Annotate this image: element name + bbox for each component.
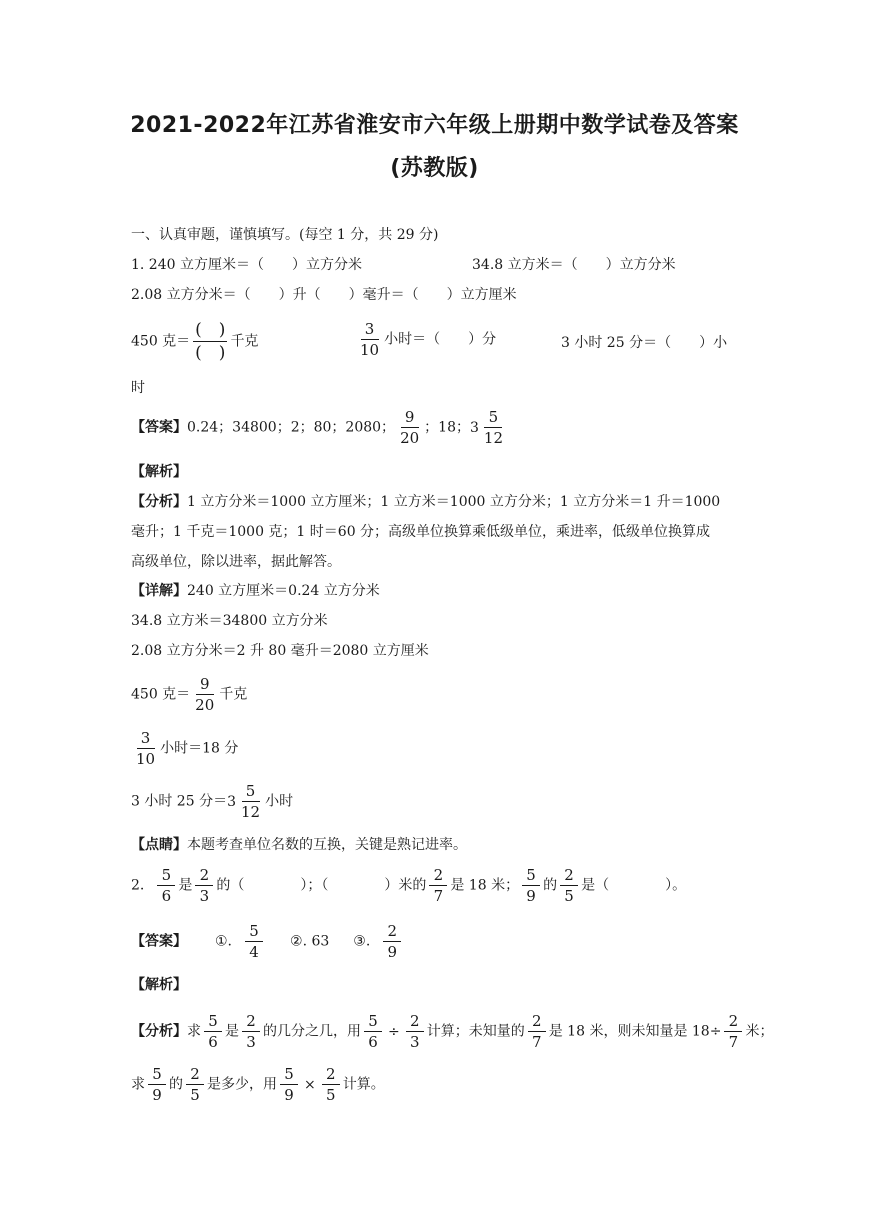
- fraction: [239, 782, 262, 821]
- fraction-5-6: [364, 1012, 382, 1051]
- q1-fenxi-line2: 毫升；1 千克＝1000 克；1 时＝60 分；高级单位换算乘低级单位，乘进率，低级单位换算成: [131, 524, 711, 540]
- fraction-2-7: [724, 1012, 742, 1051]
- fx2-text-a: 求: [131, 1076, 145, 1093]
- q1-detail-5: [131, 729, 238, 768]
- numerator: 2: [322, 1065, 340, 1085]
- blank-fraction: [193, 320, 227, 363]
- mixed-number: [227, 782, 265, 821]
- q1-detail-4: [131, 675, 247, 714]
- numerator: 5: [148, 1065, 166, 1085]
- denominator: 6: [208, 1033, 218, 1051]
- numerator: 5: [484, 408, 502, 428]
- denominator: 7: [728, 1033, 739, 1051]
- q2-text-end: 是（ ）。: [581, 877, 687, 894]
- denominator: 9: [284, 1086, 294, 1104]
- denominator: 9: [152, 1086, 162, 1104]
- q2-fenxi-line1: [131, 1012, 773, 1051]
- answer-1-fraction: [245, 922, 263, 961]
- fraction-5-6: [157, 866, 175, 905]
- q2-question: [131, 866, 686, 905]
- denominator: 9: [387, 943, 398, 961]
- numerator: 5: [157, 866, 175, 886]
- fx-text-c: 的几分之几，用: [263, 1023, 361, 1040]
- q1-analysis-label: 【解析】: [131, 464, 187, 480]
- fx2-text-c: 是多少，用: [207, 1076, 277, 1093]
- q2-text-de: 的: [543, 877, 558, 894]
- numerator: 2: [560, 866, 578, 886]
- fraction-9-20: [193, 675, 216, 714]
- q2-number: 2.: [131, 877, 145, 894]
- denominator: 20: [195, 696, 215, 714]
- fraction-2-5: [186, 1065, 204, 1104]
- q1-fenxi-line3: 高级单位，除以进率，据此解答。: [131, 554, 341, 570]
- denominator: 5: [325, 1086, 336, 1104]
- answer-1-label: ①.: [215, 933, 233, 950]
- denominator: 3: [199, 887, 210, 905]
- numerator: 5: [280, 1065, 298, 1085]
- q1-line3-b: [355, 320, 496, 359]
- numerator: 2: [724, 1012, 742, 1032]
- denominator: 12: [483, 429, 503, 447]
- fenxi-text: 1 立方分米＝1000 立方厘米；1 立方米＝1000 立方分米；1 立方分米＝1 升＝1000: [187, 494, 721, 510]
- fraction-2-5: [560, 866, 578, 905]
- q1-line3-a: [131, 320, 258, 363]
- divide-sign: ÷: [388, 1023, 400, 1040]
- answer-text: 0.24；34800；2；80；2080；: [187, 419, 396, 436]
- q2-answer: [131, 922, 404, 961]
- answer-2: ②. 63: [290, 933, 330, 950]
- denominator: 4: [249, 943, 259, 961]
- numerator: 3: [361, 320, 379, 340]
- q1-line3-wrap: 时: [131, 380, 145, 396]
- fenxi-label: 【分析】: [131, 1023, 187, 1040]
- denominator: 5: [564, 887, 574, 905]
- fraction-5-6: [204, 1012, 222, 1051]
- fraction: [482, 408, 505, 447]
- q1-fenxi-line1: [131, 492, 720, 512]
- denominator: 7: [531, 1033, 542, 1051]
- detail-4-prefix: 450 克＝: [131, 686, 191, 703]
- numerator: 2: [406, 1012, 424, 1032]
- answer-label: 【答案】: [131, 933, 187, 950]
- fenxi-label: 【分析】: [131, 494, 187, 510]
- q2-fenxi-line2: [131, 1065, 385, 1104]
- denominator: 9: [526, 887, 536, 905]
- whole-part: 3: [469, 419, 479, 436]
- fx-text-b: 是: [225, 1023, 239, 1040]
- answer-3-fraction: [383, 922, 401, 961]
- q1-line3-a-prefix: 450 克＝: [131, 333, 191, 350]
- numerator: 5: [204, 1012, 222, 1032]
- q2-text-blanks: 的（ ）；（ ）米的: [216, 877, 427, 894]
- numerator: 2: [195, 866, 213, 886]
- answer-mixed-number: [470, 408, 508, 447]
- q2-text-shi: 是: [178, 877, 193, 894]
- denominator: 3: [246, 1033, 256, 1051]
- numerator: 5: [242, 782, 260, 802]
- q1-detail-2: 34.8 立方米＝34800 立方分米: [131, 613, 328, 629]
- numerator: 2: [383, 922, 401, 942]
- detail-label: 【详解】: [131, 583, 187, 599]
- numerator: 9: [196, 675, 214, 695]
- numerator: 2: [528, 1012, 546, 1032]
- numerator: 3: [137, 729, 155, 749]
- q1-line3-a-suffix: 千克: [230, 333, 259, 350]
- fraction-5-9: [280, 1065, 298, 1104]
- blank-numerator: ( ): [195, 320, 226, 340]
- answer-fraction: [398, 408, 421, 447]
- detail-6-prefix: 3 小时 25 分＝: [131, 793, 228, 810]
- fraction-2-7: [528, 1012, 546, 1051]
- q1-line3-b-suffix: 小时＝（ ）分: [384, 331, 497, 348]
- fraction-2-3: [195, 866, 213, 905]
- blank-denominator: ( ): [195, 343, 226, 363]
- denominator: 10: [360, 341, 380, 359]
- fx2-text-b: 的: [169, 1076, 183, 1093]
- answer-3-label: ③.: [353, 933, 371, 950]
- denominator: 10: [136, 750, 156, 768]
- denominator: 12: [241, 803, 261, 821]
- denominator: 20: [400, 429, 420, 447]
- denominator: 3: [409, 1033, 420, 1051]
- numerator: 5: [522, 866, 540, 886]
- title-line-2: (苏教版): [390, 156, 479, 181]
- denominator: 7: [433, 887, 444, 905]
- q1-detail-1: [131, 581, 380, 601]
- title-line-1: 2021-2022年江苏省淮安市六年级上册期中数学试卷及答案: [130, 113, 739, 138]
- numerator: 2: [429, 866, 447, 886]
- q2-text-18: 是 18 米；: [450, 877, 520, 894]
- whole-part: 3: [227, 793, 236, 810]
- detail-6-suffix: 小时: [265, 793, 294, 810]
- q1-line3-c: 3 小时 25 分＝（ ）小: [561, 335, 728, 351]
- numerator: 9: [401, 408, 419, 428]
- fx-text-a: 求: [187, 1023, 201, 1040]
- detail-4-suffix: 千克: [219, 686, 248, 703]
- answer-label: 【答案】: [131, 419, 187, 436]
- numerator: 2: [186, 1065, 204, 1085]
- fx-text-e: 是 18 米，则未知量是 18÷: [548, 1023, 722, 1040]
- denominator: 6: [368, 1033, 378, 1051]
- answer-text-2: ；18；: [424, 419, 470, 436]
- fx-text-f: 米；: [745, 1023, 774, 1040]
- q1-line1-left: 1. 240 立方厘米＝（ ）立方分米: [131, 257, 362, 273]
- q1-detail-6: [131, 782, 293, 821]
- numerator: 5: [245, 922, 263, 942]
- q1-detail-3: 2.08 立方分米＝2 升 80 毫升＝2080 立方厘米: [131, 643, 429, 659]
- fraction-3-10: [134, 729, 157, 768]
- q1-answer: [131, 408, 508, 447]
- fraction-5-9: [522, 866, 540, 905]
- denominator: 5: [190, 1086, 200, 1104]
- fraction-3-10: [358, 320, 381, 359]
- q2-analysis-label: 【解析】: [131, 977, 187, 993]
- multiply-sign: ×: [304, 1076, 316, 1093]
- q1-line1-right: 34.8 立方米＝（ ）立方分米: [472, 257, 676, 273]
- fraction-2-3: [406, 1012, 424, 1051]
- section-heading: 一、认真审题，谨慎填写。(每空 1 分，共 29 分): [131, 227, 439, 243]
- fraction-2-7: [429, 866, 447, 905]
- dianjing-label: 【点睛】: [131, 837, 187, 853]
- fraction-2-3: [242, 1012, 260, 1051]
- numerator: 2: [242, 1012, 260, 1032]
- detail-text: 240 立方厘米＝0.24 立方分米: [187, 583, 380, 599]
- numerator: 5: [364, 1012, 382, 1032]
- fraction-5-9: [148, 1065, 166, 1104]
- denominator: 6: [161, 887, 172, 905]
- q1-line2: 2.08 立方分米＝（ ）升（ ）毫升＝（ ）立方厘米: [131, 287, 517, 303]
- fraction-2-5: [322, 1065, 340, 1104]
- fx2-text-d: 计算。: [342, 1076, 385, 1093]
- dianjing-text: 本题考查单位名数的互换，关键是熟记进率。: [187, 837, 467, 853]
- detail-5-suffix: 小时＝18 分: [160, 740, 239, 757]
- fx-text-d: 计算；未知量的: [426, 1023, 525, 1040]
- q1-dianjing: [131, 835, 467, 855]
